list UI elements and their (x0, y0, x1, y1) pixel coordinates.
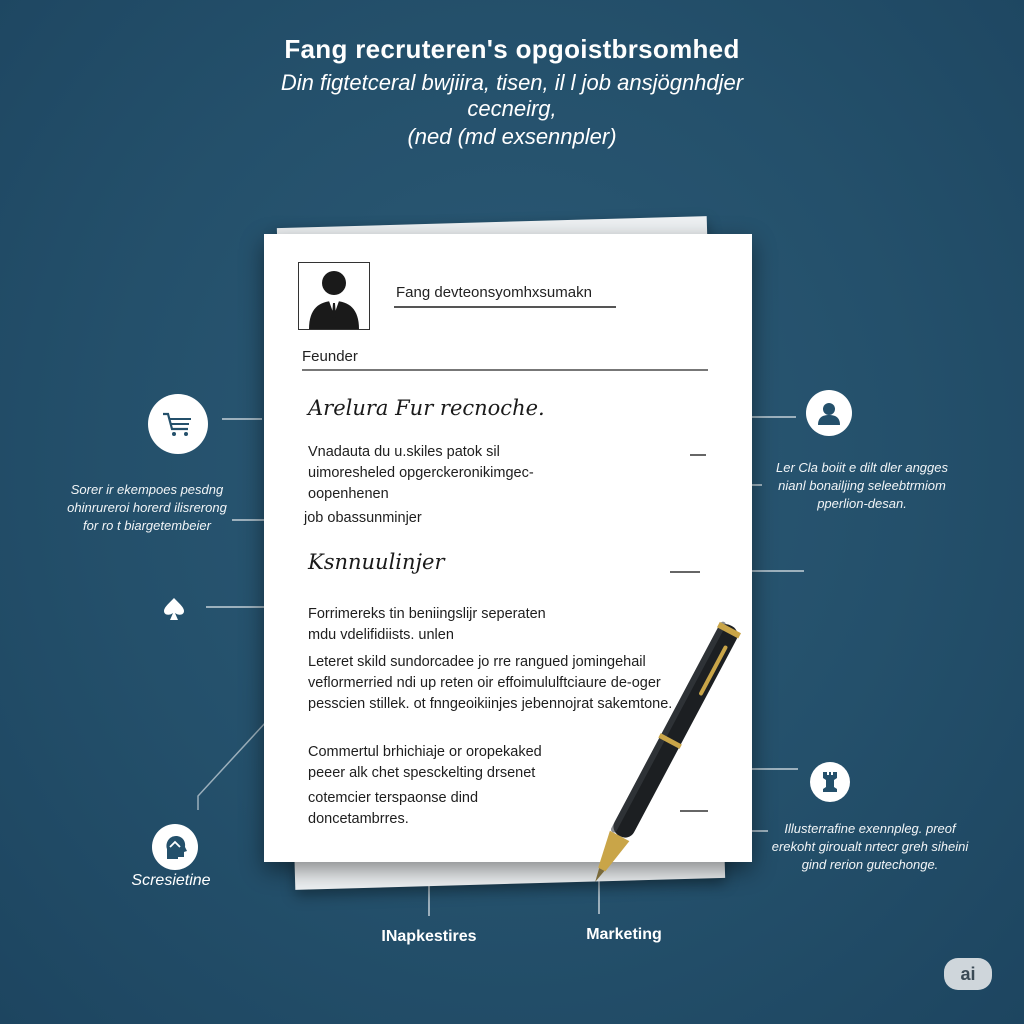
paragraph: Forrimereks tin beniingslijr seperaten mdu vdelifidiists. unlen (308, 606, 546, 643)
subtitle-line-3: (ned (md exsennpler) (407, 124, 617, 149)
section-heading: Arelura Fur recnoche. (308, 396, 545, 420)
pen-icon (540, 600, 780, 920)
page-title: Fang recruteren's opgoistbrsomhed (284, 34, 740, 64)
paragraph: Commertul brhichiaje or oropekaked peeer alk chet spesckelting drsenet (308, 744, 542, 781)
cart-icon (148, 394, 208, 454)
left-annotation: Sorer ir ekempoes pesdng ohinrureroi horerd ilisrerong for ro t biargetembeier (67, 482, 227, 533)
chess-rook-icon (810, 762, 850, 802)
connector-line (222, 418, 262, 420)
paragraph: Leteret skild sundorcadee jo rre rangued jomingehail veflormerried ndi up reten oir effoimululftciaure de-oger pesscien stillek. ot fnngeoikiinjes jebennojrat sakemtone. (308, 654, 673, 712)
candidate-role: Feunder (302, 348, 358, 365)
spade-icon (162, 596, 186, 627)
paragraph: Vnadauta du u.skiles patok sil uimoresheled opgerckeronikimgec-oopenhenen (308, 444, 534, 502)
profile-photo (298, 262, 370, 330)
candidate-name: Fang devteonsyomhxsumakn (396, 284, 592, 301)
subtitle-line-2: cecneirg, (467, 96, 557, 121)
person-silhouette-icon (299, 263, 369, 329)
divider (302, 369, 708, 371)
paragraph: cotemcier terspaonse dind doncetambrres. (308, 790, 479, 827)
dash-mark (670, 571, 700, 573)
section-heading: Ksnnuulinjer (308, 550, 445, 574)
paragraph: job obassunminjer (304, 510, 422, 526)
bottom-right-label: Marketing (586, 926, 662, 943)
right-annotation-bottom: Illusterrafine exennpleg. preof erekoht giroualt nrtecr greh siheini gind rerion gutechonge. (771, 821, 969, 872)
user-icon (806, 390, 852, 436)
dash-mark (690, 454, 706, 456)
head-profile-icon (152, 824, 198, 870)
connector-diagonal (190, 720, 270, 812)
subtitle-line-1: Din figtetceral bwjiira, tisen, il l job ansjögnhdjer (280, 70, 744, 95)
right-annotation-top: Ler Cla boiit e dilt dler angges nianl bonailjing seleebtrmiom pperlion-desan. (776, 460, 948, 511)
divider (394, 306, 616, 308)
ai-badge: ai (944, 958, 992, 990)
bottom-middle-label: INapkestires (381, 928, 477, 945)
bottom-left-label: Scresietine (131, 872, 211, 889)
